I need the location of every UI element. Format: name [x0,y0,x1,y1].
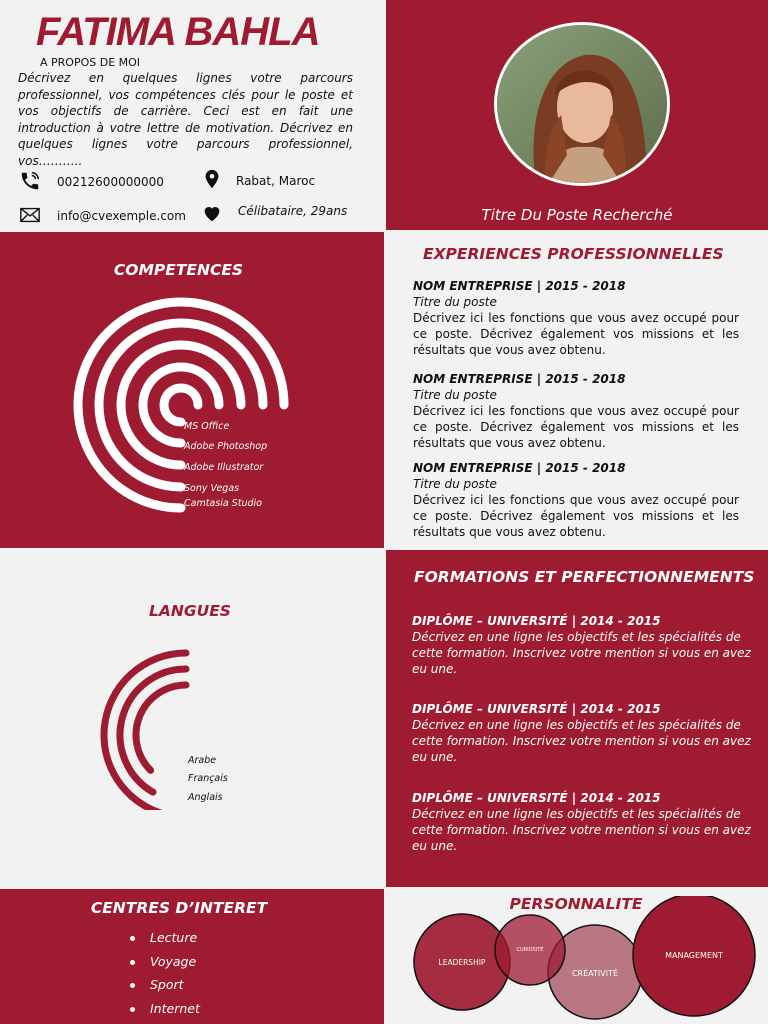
bubble-label: CURIOSITÉ [516,947,544,953]
about-label: A PROPOS DE MOI [40,56,141,69]
formations-title: FORMATIONS ET PERFECTIONNEMENTS [414,568,755,586]
list-item: Lecture [130,930,200,954]
formation-desc: Décrivez en une ligne les objectifs et les spécialités de cette formation. Inscrivez votre mention si vous en avez eu une. [412,630,751,676]
competence-arc [164,388,198,422]
competence-label: Sony Vegas [184,483,240,494]
experience-dates: 2015 - 2018 [545,372,626,386]
separator: | [532,279,546,293]
bubble-label: LEADERSHIP [438,958,486,967]
candidate-name: FATIMA BAHLA [36,10,320,54]
email-link[interactable]: info@cvexemple.com [57,209,186,223]
langues-title: LANGUES [149,602,231,620]
langues-arc-chart [95,645,255,810]
langue-label: Français [188,773,228,784]
degree-name: DIPLÔME – UNIVERSITÉ [412,791,568,805]
phone-icon [19,170,41,192]
about-text: Décrivez en quelques lignes votre parcours professionnel, vos compétences clés pour le poste et vos objectifs de carrière. Ceci est en fait une introduction à votre lettre de motivation. Décrivez en quelques lignes votre parcours professionnel, vos……….. [18,71,353,168]
competence-label: Adobe Illustrator [184,462,264,473]
list-item: Internet [130,1001,200,1024]
langue-label: Arabe [188,755,217,766]
competence-arc [78,302,284,508]
formation-desc: Décrivez en une ligne les objectifs et les spécialités de cette formation. Inscrivez votre mention si vous en avez eu une. [412,718,751,764]
interets-title: CENTRES D’INTERET [90,899,268,917]
formation-item [412,701,752,765]
company-name: NOM ENTREPRISE [413,372,533,386]
formation-desc: Décrivez en une ligne les objectifs et les spécialités de cette formation. Inscrivez votre mention si vous en avez eu une. [412,807,751,853]
envelope-icon [19,204,41,226]
map-pin-icon [201,168,223,190]
heart-icon [201,202,223,224]
experience-desc: Décrivez ici les fonctions que vous avez occupé pour ce poste. Décrivez également vos missions et les résultats que vous avez obtenu. [413,404,739,450]
competence-label: Adobe Photoshop [184,441,268,452]
status-text: Célibataire, 29ans [238,204,348,218]
experience-item [413,371,739,451]
experience-item [413,278,739,358]
competences-title: COMPETENCES [113,261,244,279]
experience-desc: Décrivez ici les fonctions que vous avez occupé pour ce poste. Décrivez également vos missions et les résultats que vous avez obtenu. [413,311,739,357]
separator: | [532,461,546,475]
personnalite-title: PERSONNALITE [509,895,643,913]
experience-item [413,460,739,540]
role-title: Titre du poste [413,477,497,491]
company-name: NOM ENTREPRISE [413,279,533,293]
competences-arc-chart [60,296,300,521]
degree-name: DIPLÔME – UNIVERSITÉ [412,614,568,628]
formation-item [412,790,752,854]
formation-item [412,613,752,677]
competence-label: MS Office [184,421,230,432]
experience-dates: 2015 - 2018 [545,279,626,293]
experience-dates: 2015 - 2018 [545,461,626,475]
job-title: Titre Du Poste Recherché [481,206,673,224]
list-item: Voyage [130,954,200,978]
interets-list [130,930,200,1024]
competence-label: Camtasia Studio [184,498,262,509]
formation-dates: 2014 - 2015 [580,791,661,805]
separator: | [567,791,581,805]
separator: | [532,372,546,386]
formation-dates: 2014 - 2015 [580,702,661,716]
list-item: Sport [130,977,200,1001]
experiences-title: EXPERIENCES PROFESSIONNELLES [423,245,724,263]
role-title: Titre du poste [413,388,497,402]
location-text: Rabat, Maroc [236,174,316,188]
langue-arc [136,685,186,770]
separator: | [567,702,581,716]
role-title: Titre du poste [413,295,497,309]
bubble-label: MANAGEMENT [665,951,723,960]
profile-photo [494,22,670,186]
company-name: NOM ENTREPRISE [413,461,533,475]
experience-desc: Décrivez ici les fonctions que vous avez occupé pour ce poste. Décrivez également vos missions et les résultats que vous avez obtenu. [413,493,739,539]
separator: | [567,614,581,628]
formation-dates: 2014 - 2015 [580,614,661,628]
degree-name: DIPLÔME – UNIVERSITÉ [412,702,568,716]
bubble-label: CRÉATIVITÉ [571,969,619,978]
personnalite-bubbles [386,896,768,1024]
phone-number: 00212600000000 [57,175,164,189]
langue-label: Anglais [188,792,223,803]
